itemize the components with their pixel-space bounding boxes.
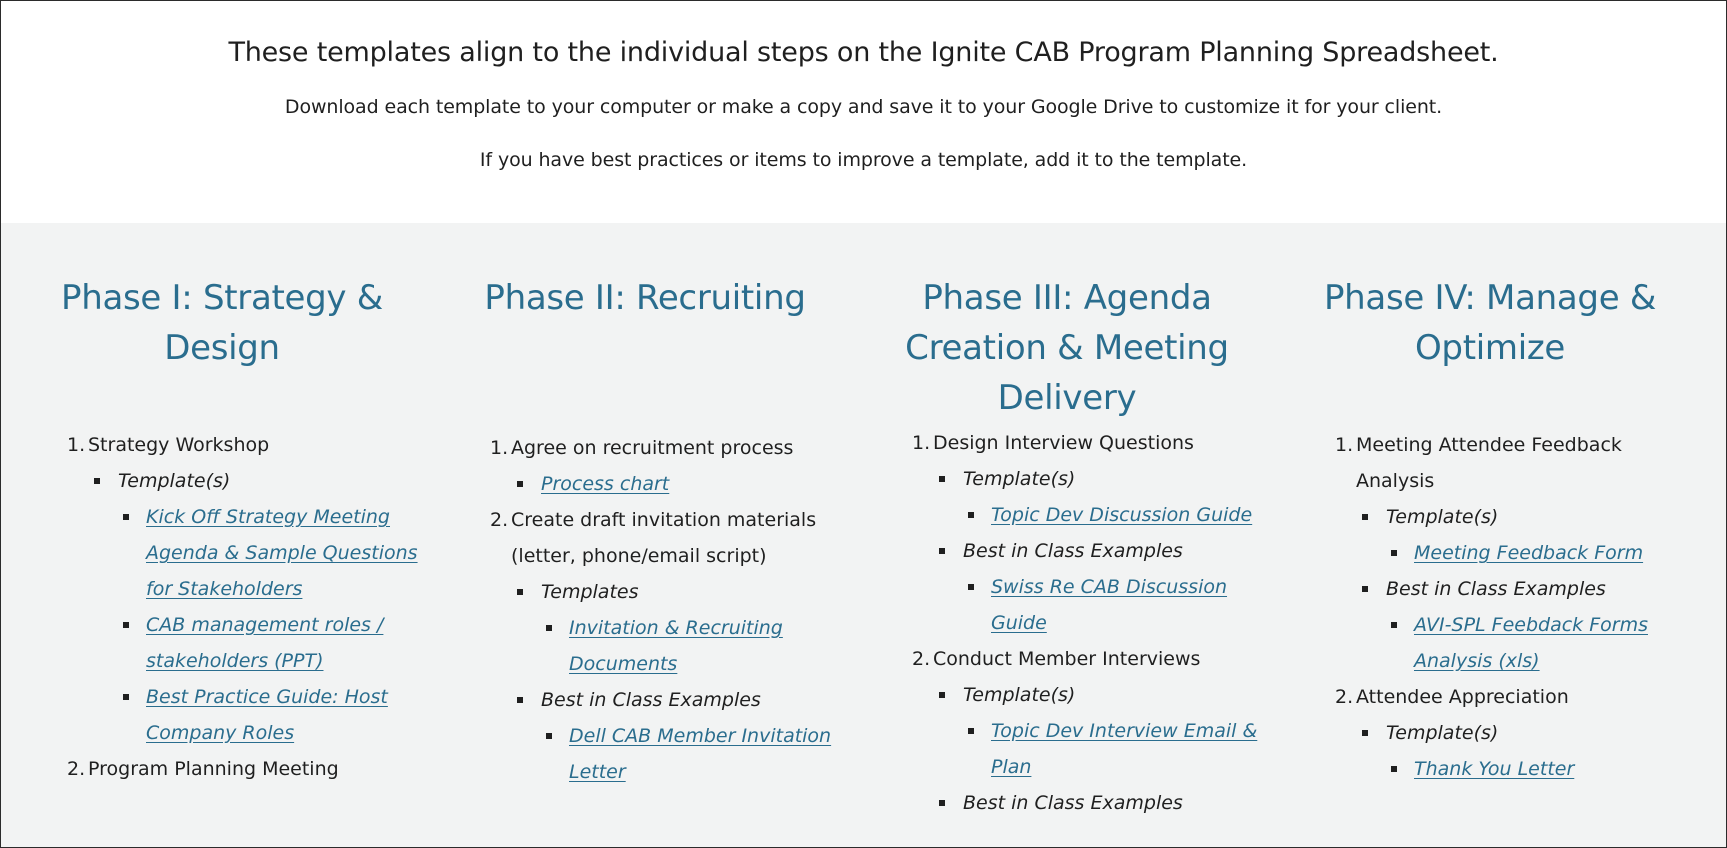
step-label: Strategy Workshop bbox=[88, 434, 270, 456]
intro-header bbox=[1, 1, 1726, 223]
template-heading bbox=[67, 463, 437, 499]
step-number: 2. bbox=[1335, 686, 1354, 708]
kick-off-strategy-meeting-link[interactable]: Kick Off Strategy Meeting Agenda & Sample Questions for Stakeholders bbox=[146, 506, 418, 600]
bullet-square-icon bbox=[517, 481, 523, 487]
list-item bbox=[1335, 751, 1705, 787]
list-item bbox=[67, 607, 437, 679]
bullet-square-icon bbox=[1391, 550, 1397, 556]
examples-heading-label: Best in Class Examples bbox=[541, 689, 761, 711]
host-company-roles-link[interactable]: Best Practice Guide: Host Company Roles bbox=[146, 686, 388, 744]
intro-download-text: Download each template to your computer or make a copy and save it to your Google Drive to customize it for your client. bbox=[284, 96, 1443, 118]
template-heading bbox=[912, 461, 1282, 497]
bullet-square-icon bbox=[123, 694, 129, 700]
template-heading-label: Template(s) bbox=[118, 470, 231, 492]
list-item bbox=[67, 499, 437, 607]
step-label: Meeting Attendee Feedback Analysis bbox=[1356, 434, 1622, 492]
step-conduct-member-interviews bbox=[912, 641, 1282, 677]
bullet-square-icon bbox=[968, 584, 974, 590]
list-item bbox=[1335, 607, 1705, 679]
list-item bbox=[490, 466, 860, 502]
step-number: 1. bbox=[490, 437, 509, 459]
step-program-planning-meeting bbox=[67, 751, 437, 787]
avi-spl-feedback-forms-link[interactable]: AVI-SPL Feebdack Forms Analysis (xls) bbox=[1414, 614, 1648, 672]
examples-heading-label: Best in Class Examples bbox=[963, 792, 1183, 814]
step-label: Design Interview Questions bbox=[933, 432, 1194, 454]
step-label: Attendee Appreciation bbox=[1356, 686, 1569, 708]
invitation-recruiting-docs-link[interactable]: Invitation & Recruiting Documents bbox=[569, 617, 783, 675]
template-heading-label: Template(s) bbox=[1386, 722, 1499, 744]
step-strategy-workshop bbox=[67, 427, 437, 463]
examples-heading bbox=[1335, 571, 1705, 607]
bullet-square-icon bbox=[546, 733, 552, 739]
examples-heading bbox=[490, 682, 860, 718]
bullet-square-icon bbox=[517, 697, 523, 703]
bullet-square-icon bbox=[1362, 514, 1368, 520]
step-number: 2. bbox=[912, 648, 931, 670]
phase-2-title: Phase II: Recruiting bbox=[484, 278, 806, 318]
meeting-feedback-form-link[interactable]: Meeting Feedback Form bbox=[1414, 542, 1644, 564]
process-chart-link[interactable]: Process chart bbox=[541, 473, 670, 495]
step-attendee-feedback-analysis bbox=[1335, 427, 1705, 499]
template-heading bbox=[1335, 715, 1705, 751]
bullet-square-icon bbox=[94, 478, 100, 484]
cab-management-roles-link[interactable]: CAB management roles / stakeholders (PPT) bbox=[146, 614, 384, 672]
list-item bbox=[912, 713, 1282, 785]
step-draft-invitation bbox=[490, 502, 860, 574]
swiss-re-discussion-guide-link[interactable]: Swiss Re CAB Discussion Guide bbox=[991, 576, 1228, 634]
step-label: Program Planning Meeting bbox=[88, 758, 339, 780]
list-item bbox=[912, 569, 1282, 641]
step-agree-recruitment bbox=[490, 430, 860, 466]
bullet-square-icon bbox=[1362, 730, 1368, 736]
topic-dev-discussion-guide-link[interactable]: Topic Dev Discussion Guide bbox=[991, 504, 1253, 526]
step-attendee-appreciation bbox=[1335, 679, 1705, 715]
examples-heading bbox=[912, 785, 1282, 821]
step-number: 2. bbox=[67, 758, 86, 780]
dell-invitation-letter-link[interactable]: Dell CAB Member Invitation Letter bbox=[569, 725, 832, 783]
phases-section bbox=[1, 223, 1726, 847]
step-number: 2. bbox=[490, 509, 509, 531]
bullet-square-icon bbox=[1391, 622, 1397, 628]
page-title: These templates align to the individual steps on the Ignite CAB Program Planning Spreadsheet. bbox=[228, 37, 1499, 68]
topic-dev-interview-email-link[interactable]: Topic Dev Interview Email & Plan bbox=[991, 720, 1258, 778]
bullet-square-icon bbox=[968, 512, 974, 518]
list-item bbox=[912, 497, 1282, 533]
template-heading-label: Template(s) bbox=[1386, 506, 1499, 528]
list-item bbox=[490, 610, 860, 682]
phase-4-title: Phase IV: Manage & Optimize bbox=[1323, 278, 1657, 368]
intro-improve-text: If you have best practices or items to improve a template, add it to the template. bbox=[479, 149, 1248, 171]
step-number: 1. bbox=[67, 434, 86, 456]
step-label: Create draft invitation materials (letter, phone/email script) bbox=[511, 509, 817, 567]
list-item bbox=[490, 718, 860, 790]
phase-1-title: Phase I: Strategy & Design bbox=[61, 278, 383, 368]
template-heading bbox=[1335, 499, 1705, 535]
phase-1-steps bbox=[67, 427, 437, 787]
templates-heading-label: Templates bbox=[541, 581, 639, 603]
bullet-square-icon bbox=[1362, 586, 1368, 592]
template-heading-label: Template(s) bbox=[963, 468, 1076, 490]
bullet-square-icon bbox=[517, 589, 523, 595]
step-number: 1. bbox=[1335, 434, 1354, 456]
bullet-square-icon bbox=[968, 728, 974, 734]
examples-heading-label: Best in Class Examples bbox=[963, 540, 1183, 562]
template-heading-label: Template(s) bbox=[963, 684, 1076, 706]
list-item bbox=[67, 679, 437, 751]
bullet-square-icon bbox=[1391, 766, 1397, 772]
step-label: Agree on recruitment process bbox=[511, 437, 794, 459]
phase-3-steps bbox=[912, 425, 1282, 821]
phase-2-steps bbox=[490, 430, 860, 790]
phase-4-steps bbox=[1335, 427, 1705, 787]
phase-3-title: Phase III: Agenda Creation & Meeting Delivery bbox=[905, 278, 1229, 418]
step-label: Conduct Member Interviews bbox=[933, 648, 1201, 670]
bullet-square-icon bbox=[123, 622, 129, 628]
step-number: 1. bbox=[912, 432, 931, 454]
bullet-square-icon bbox=[939, 548, 945, 554]
template-heading bbox=[912, 677, 1282, 713]
step-design-interview-questions bbox=[912, 425, 1282, 461]
list-item bbox=[1335, 535, 1705, 571]
examples-heading bbox=[912, 533, 1282, 569]
bullet-square-icon bbox=[123, 514, 129, 520]
bullet-square-icon bbox=[546, 625, 552, 631]
bullet-square-icon bbox=[939, 476, 945, 482]
bullet-square-icon bbox=[939, 800, 945, 806]
thank-you-letter-link[interactable]: Thank You Letter bbox=[1414, 758, 1575, 780]
templates-heading bbox=[490, 574, 860, 610]
bullet-square-icon bbox=[939, 692, 945, 698]
examples-heading-label: Best in Class Examples bbox=[1386, 578, 1606, 600]
